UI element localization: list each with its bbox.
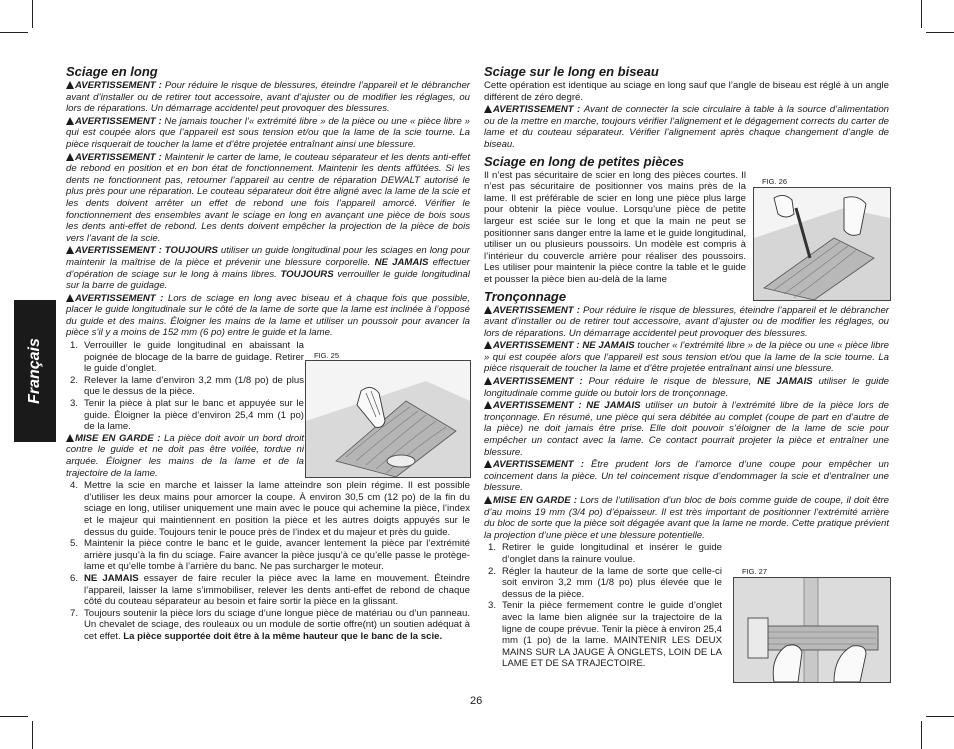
language-tab <box>14 300 56 442</box>
paragraph-small-pieces: Il n’est pas sécuritaire de scier en long des pièces courtes. Il n’est pas sécuritaire de positionner vos mains près de la lame. Il est préférable de scier en long une pièce plus large pour obtenir la pièce voulue. Lorsqu’une pièce de petite largeur est sciée sur le long et que la main ne peut se positionner sans danger entre la lame et le guide longitudinal, utiliser un ou plusieurs poussoirs. Un modèle est compris à l’intérieur du couvercle arrière pour réaliser des poussoirs. Les utiliser pour maintenir la pièce contre la table et le guide et pousser la pièce bien au-delà de la lame <box>484 169 746 285</box>
section-title-small-pieces: Sciage en long de petites pièces <box>484 153 685 169</box>
crop-mark <box>0 716 28 717</box>
list-item: 4. Mettre la scie en marche et laisser la lame atteindre son plein régime. Il est possible d’utiliser les deux mains pour amorcer la coupe. À environ 30,5 cm (12 po) de la fin du sciage en long, utiliser uniquement une main avec le pouce qui achemine la pièce, l’index et le majeur qui maintiennent en position la pièce et les autres doigts appuyés sur le dessus du guide. Toujours tenir le pouce près de l’index et du majeur et près du guide. <box>70 480 470 538</box>
list-item: 5. Maintenir la pièce contre le banc et le guide, avancer lentement la pièce par l’extrémité arrière jusqu’à la fin du sciage. Faire avancer la pièce jusqu’à ce qu’elle passe le protège-lame et qu’elle tombe à l’arrière du banc. Ne pas surcharger le moteur. <box>70 538 470 573</box>
list-item: 7. Toujours soutenir la pièce lors du sciage d’une longue pièce de matériau ou d’un panneau. Un chevalet de sciage, des rouleaux ou un module de sortie offre(nt) un soutien adéquat à cet effet. La pièce supportée doit être à la même hauteur que le banc de la scie. <box>70 607 470 642</box>
caution-paragraph: MISE EN GARDE : La pièce doit avoir un bord droit contre le guide et ne doit pas être voilée, tordue ni arquée. Éloigner les mains de la lame et de la trajectoire de la lame. <box>66 432 304 479</box>
warning-triangle-icon <box>484 460 492 468</box>
warning-triangle-icon <box>484 496 492 504</box>
figure-small-pieces-illustration <box>753 187 891 301</box>
rip-steps-list <box>66 340 304 433</box>
warning-triangle-icon <box>66 153 74 161</box>
list-item: 1. Retirer le guide longitudinal et insérer le guide d’onglet dans la rainure voulue. <box>488 542 722 565</box>
list-item: 2. Relever la lame d’environ 3,2 mm (1/8 po) de plus que le dessus de la pièce. <box>70 374 304 398</box>
section-title-rip-cut: Sciage en long <box>66 64 158 79</box>
warning-paragraph: AVERTISSEMENT : Pour réduire le risque de blessure, NE JAMAIS utiliser le guide longitudinale comme guide ou butoir lors de tronçonnage. <box>484 376 889 399</box>
warning-paragraph: AVERTISSEMENT : TOUJOURS utiliser un guide longitudinal pour les sciages en long pour maintenir la maîtrise de la pièce et prévenir une blessure corporelle. NE JAMAIS effectuer d’opération de sciage sur le long à mains libres. TOUJOURS verrouiller le guide longitudinal sur la barre de guidage. <box>66 245 471 292</box>
warning-paragraph: AVERTISSEMENT : Maintenir le carter de lame, le couteau séparateur et les dents anti-effet de rebond en position et en bon état de fonctionnement. Maintenir les dents affûtées. Si les dents ne fonctionnent pas, retourner l’appareil au centre de réparation DEWALT autorisé le plus près pour une réparation. Le couteau séparateur doit être aligné avec la lame de la scie et les dents doivent arrêter un effet de rebond une fois l’appareil amorcé. Vérifier le fonctionnement des ensembles avant le sciage en long en avançant une pièce de bois sous les dents anti-effet de rebond. Les dents doivent empêcher la projection de la pièce de bois vers l’avant de la scie. <box>66 151 470 244</box>
warning-triangle-icon <box>66 81 74 89</box>
crop-mark <box>926 32 954 33</box>
warning-paragraph: AVERTISSEMENT : Pour réduire le risque de blessures, éteindre l’appareil et le débrancher avant d’installer ou de retirer tout accessoire, avant d’ajuster ou de modifier les réglages, ou lors de réparations. Un démarrage accidentel peut provoquer des blessures. <box>484 304 889 339</box>
figure-label: FIG. 26 <box>762 177 788 186</box>
figure-label: FIG. 25 <box>314 351 340 360</box>
warning-paragraph: AVERTISSEMENT : Être prudent lors de l’amorce d’une coupe pour empêcher un coincement dans la pièce. Un tel coincement risque d’endommager la scie et d’entraîner une blessure. <box>484 459 889 494</box>
figure-label: FIG. 27 <box>742 567 768 576</box>
list-item: 3. Tenir la pièce fermement contre le guide d’onglet avec la lame bien alignée sur la trajectoire de la ligne de coupe prévue. Tenir la pièce à environ 25,4 mm (1 po) de la lame. MAINTENIR LES DEUX MAINS SUR LA JAUGE À ONGLETS, LOIN DE LA LAME ET DE SA TRAJECTOIRE. <box>488 600 722 670</box>
crop-mark <box>0 32 28 33</box>
warning-triangle-icon <box>484 401 492 409</box>
warning-triangle-icon <box>66 117 74 125</box>
language-tab-label: Français <box>26 338 43 404</box>
warning-triangle-icon <box>484 306 492 314</box>
crosscut-drawing <box>734 578 890 682</box>
paragraph: Cette opération est identique au sciage en long sauf que l’angle de biseau est réglé à un angle différent de zéro degré. <box>484 80 889 103</box>
warning-paragraph: AVERTISSEMENT : Ne jamais toucher l’« extrémité libre » de la pièce ou une « pièce libre » qui est coupée alors que l’appareil est sous tension et/ou que la lame de la scie tourne. La pièce risquerait de toucher la lame et d’être projetée entraînant ainsi une blessure. <box>66 115 470 150</box>
section-title-bevel-rip: Sciage sur le long en biseau <box>484 64 659 79</box>
warning-paragraph: AVERTISSEMENT : Lors de sciage en long avec biseau et à chaque fois que possible, placer le guide longitudinale sur le côté de la lame de sorte que la lame est inclinée à l’opposé du guide et des mains. Éloigner les mains de la lame et utiliser un poussoir pour avancer la pièce s’il y a moins de 152 mm (6 po) entre le guide et la lame. <box>66 292 470 339</box>
figure-rip-cut-illustration <box>305 360 471 478</box>
warning-triangle-icon <box>66 246 74 254</box>
warning-triangle-icon <box>66 294 74 302</box>
warning-triangle-icon <box>484 341 492 349</box>
warning-triangle-icon <box>66 434 74 442</box>
warning-paragraph: AVERTISSEMENT : NE JAMAIS toucher « l’extrémité libre » de la pièce ou une « pièce libre » qui est coupée alors que l’appareil est sous tension et/ou que la lame de la scie tourne. La pièce risquerait de toucher la lame et d’être projetée entraînant ainsi une blessure. <box>484 340 889 375</box>
crosscut-steps-list <box>484 542 722 670</box>
warning-triangle-icon <box>484 105 492 113</box>
crop-mark <box>32 0 33 28</box>
warning-paragraph: AVERTISSEMENT : NE JAMAIS utiliser un butoir à l’extrémité libre de la pièce lors de tronçonnage. En résumé, une pièce qui sera débitée au complet (coupe de part en d’autre de la pièce) ne doit jamais être prise. Elle doit pouvoir s’éloigner de la lame de scie pour empêcher un contact avec la lame. Ce contact pourrait projeter la pièce et entraîner une blessure. <box>484 400 889 458</box>
section-title-crosscut: Tronçonnage <box>484 288 567 304</box>
crop-mark <box>32 721 33 749</box>
list-item: 2. Régler la hauteur de la lame de sorte que celle-ci soit environ 3,2 mm (1/8 po) plus élevée que le dessus de la pièce. <box>488 565 722 600</box>
figure-crosscut-illustration <box>733 577 891 683</box>
list-item: 1. Verrouiller le guide longitudinal en abaissant la poignée de blocage de la barre de guidage. Retirer le guide d’onglet. <box>70 340 304 375</box>
crop-mark <box>926 716 954 717</box>
rip-cut-drawing <box>306 361 470 477</box>
push-stick-drawing <box>754 188 890 300</box>
crop-mark <box>921 0 922 28</box>
crop-mark <box>921 721 922 749</box>
page-number: 26 <box>470 695 483 707</box>
warning-triangle-icon <box>484 377 492 385</box>
warning-paragraph: AVERTISSEMENT : Pour réduire le risque de blessures, éteindre l’appareil et le débrancher avant d’installer ou de retirer tout accessoire, avant d’ajuster ou de modifier les réglages, ou lors de réparations. Un démarrage accidentel peut provoquer des blessures. <box>66 80 470 115</box>
rip-steps-list-continued <box>66 480 470 642</box>
list-item: 3. Tenir la pièce à plat sur le banc et appuyée sur le guide. Éloigner la pièce d’environ 25,4 mm (1 po) de la lame. <box>70 398 304 433</box>
caution-paragraph: MISE EN GARDE : Lors de l’utilisation d’un bloc de bois comme guide de coupe, il doit être d’au moins 19 mm (3/4 po) d’épaisseur. Il est très important de positionner l’extrémité arrière du bloc de sorte que la pièce soit dégagée avant que la lame ne morde. Cette pratique prévient la projection d’une pièce et une blessure potentielle. <box>484 495 889 541</box>
warning-paragraph: AVERTISSEMENT : Avant de connecter la scie circulaire à table à la source d’alimentation ou de la mettre en marche, toujours vérifier l’alignement et le dégagement corrects du carter de lame et du couteau séparateur. Vérifier l’alignement après chaque changement d’angle de biseau. <box>484 104 889 150</box>
steps-narrow <box>66 340 304 479</box>
left-column <box>66 64 470 643</box>
list-item: 6. NE JAMAIS essayer de faire reculer la pièce avec la lame en mouvement. Éteindre l’appareil, laisser la lame s’immobiliser, relever les dents anti-effet de rebond de chaque côté du couteau séparateur au besoin et faire sortir la pièce en la glissant. <box>70 572 470 608</box>
